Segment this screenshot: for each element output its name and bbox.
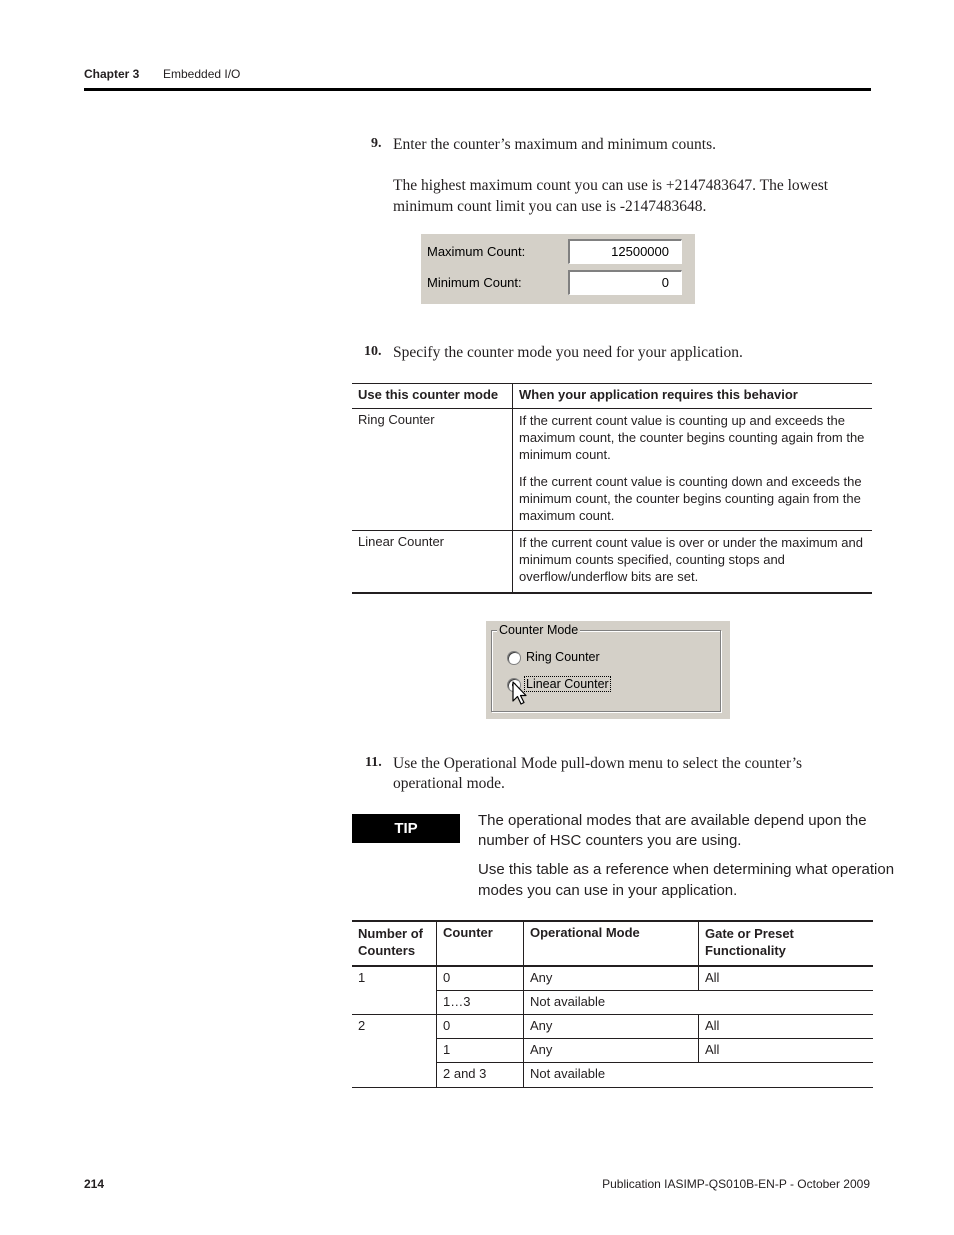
ring-counter-label[interactable]: Ring Counter [526,650,600,664]
table-cell: All [699,966,874,991]
tip-para1-line2: number of HSC counters you are using. [478,832,742,849]
column-header: Counter [437,921,524,966]
column-header: Operational Mode [524,921,699,966]
step-9-text: Enter the counter’s maximum and minimum counts. [393,136,717,153]
counter-mode-group-label: Counter Mode [499,623,579,637]
counter-mode-table [352,383,872,594]
behavior-paragraph: If the current count value is counting up and exceeds the maximum count, the counter begins counting again from the minimum count. [519,413,865,462]
linear-counter-label[interactable]: Linear Counter [526,677,609,691]
table-cell: 0 [437,1015,524,1039]
table-cell [352,991,437,1015]
mode-cell: Ring Counter [358,412,435,427]
behavior-paragraph: If the current count value is counting down and exceeds the minimum count, the counter begins counting again from the maximum count. [519,474,862,523]
table-header-row [352,921,873,966]
table-cell: 2 [358,1018,366,1033]
table-row [352,1015,873,1039]
column-header: When your application requires this behavior [513,384,873,409]
table-row [352,1039,873,1063]
tip-para1-line1: The operational modes that are available depend upon the [478,812,867,829]
mouse-pointer-icon [512,681,528,707]
table-cell: Not available [524,991,874,1015]
step-9-number: 9. [371,136,382,151]
header-rule [84,88,871,91]
table-cell: Any [524,966,699,991]
table-cell: 2 and 3 [437,1063,524,1088]
step-10-number: 10. [364,344,382,359]
table-cell: Any [524,1039,699,1063]
step-9-note-line2: minimum count limit you can use is -2147483648. [393,198,707,215]
column-header: Gate or Preset Functionality [699,921,874,966]
counter-mode-dialog [486,621,730,719]
behavior-cell [513,531,873,594]
publication-info: Publication IASIMP-QS010B-EN-P - October 2009 [602,1177,870,1191]
table-cell: 1…3 [437,991,524,1015]
max-count-label: Maximum Count: [427,244,526,259]
min-count-input[interactable]: 0 [568,270,682,295]
table-cell: 0 [437,966,524,991]
table-row [352,1063,873,1088]
chapter-title: Embedded I/O [163,67,241,81]
behavior-cell [513,409,873,531]
tip-label: TIP [352,814,460,843]
max-count-input[interactable]: 12500000 [568,239,682,264]
table-cell [352,1039,437,1063]
table-cell: Not available [524,1063,874,1088]
ring-counter-radio[interactable] [507,651,521,665]
operational-mode-table [352,920,873,1088]
table-row [352,966,873,991]
column-header: Use this counter mode [358,387,499,402]
step-11-line1: Use the Operational Mode pull-down menu to select the counter’s [393,755,803,772]
table-cell: All [699,1039,874,1063]
tip-para2-line2: modes you can use in your application. [478,882,738,899]
count-dialog [421,234,695,304]
mode-cell: Linear Counter [358,534,444,549]
table-row [352,991,873,1015]
step-10-text: Specify the counter mode you need for your application. [393,344,743,361]
table-cell: All [699,1015,874,1039]
table-cell: 1 [437,1039,524,1063]
table-cell [352,1063,437,1088]
chapter-label: Chapter 3 [84,67,140,81]
step-9-note-line1: The highest maximum count you can use is +2147483647. The lowest [393,177,829,194]
min-count-label: Minimum Count: [427,275,522,290]
step-11-number: 11. [365,755,382,770]
behavior-paragraph: If the current count value is over or under the maximum and minimum counts specified, counting stops and overflow/underflow bits are set. [519,535,863,584]
step-11-line2: operational mode. [393,775,505,792]
page-number: 214 [84,1177,105,1191]
tip-para2-line1: Use this table as a reference when determining what operation [478,861,895,878]
column-header: Number of Counters [358,926,423,958]
table-row [352,409,872,531]
table-cell: 1 [358,970,366,985]
table-header-row [352,384,872,409]
table-row [352,531,872,594]
table-cell: Any [524,1015,699,1039]
